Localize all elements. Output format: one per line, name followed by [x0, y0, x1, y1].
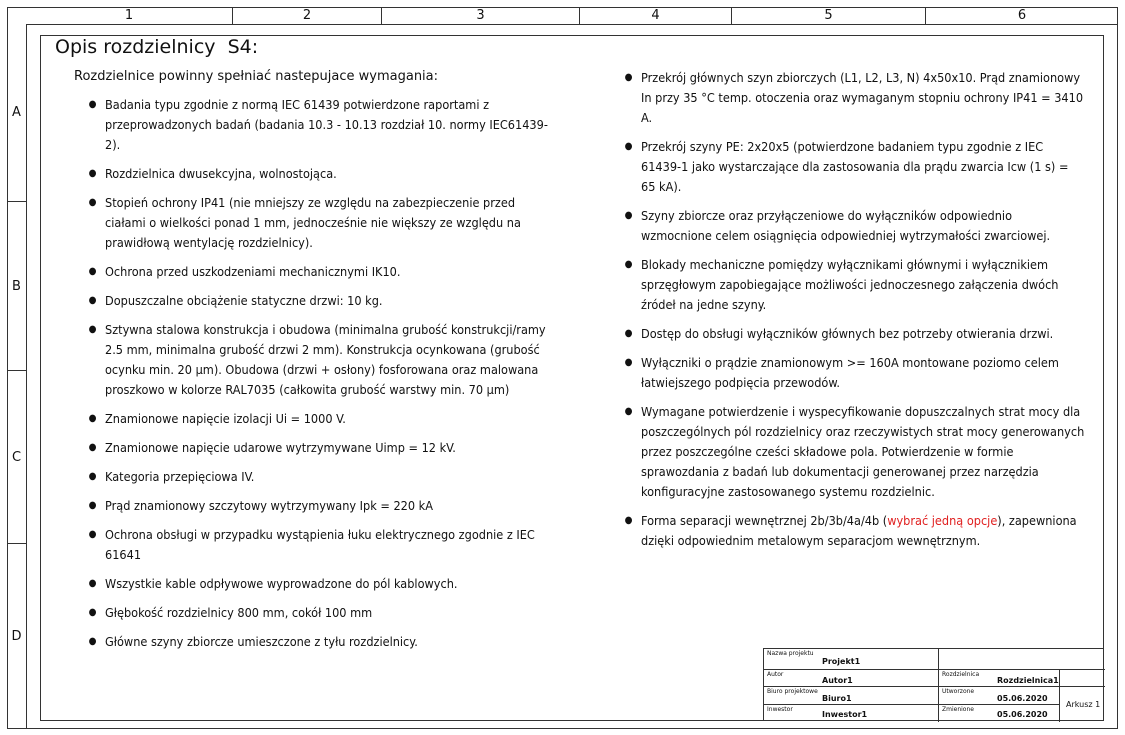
column-label: 2	[233, 8, 382, 24]
column-label: 3	[382, 8, 580, 24]
bullet-icon: ●	[624, 406, 633, 417]
bullet-icon: ●	[88, 324, 97, 335]
list-item: ● Wymagane potwierdzenie i wyspecyfikowanie dopuszczalnych strat mocy dla poszczególnych pól rozdzielnicy oraz rzeczywistych strat mocy generowanych przez poszczególne cześci składowe pola. Potwierdzenie w formie sprawozdania z badań lub dokumentacji generowanej przez narzędzia konfiguracyjne zastosowanego systemu rozdzielnic.	[616, 402, 1086, 502]
list-item: ● Wyłączniki o prądzie znamionowym >= 160A montowane poziomo celem łatwiejszego podpięcia przewodów.	[616, 353, 1086, 393]
column-label: 4	[580, 8, 732, 24]
bullet-icon: ●	[88, 442, 97, 453]
bullet-icon: ●	[624, 259, 633, 270]
bullet-icon: ●	[88, 266, 97, 277]
bullet-icon: ●	[88, 636, 97, 647]
list-item: ● Przekrój szyny PE: 2x20x5 (potwierdzone badaniem typu zgodnie z IEC 61439-1 jako wystarczające dla zastosowania dla prądu zwarcia Icw (1 s) = 65 kA).	[616, 137, 1086, 197]
empty-cell	[939, 649, 1105, 670]
bullet-icon: ●	[88, 500, 97, 511]
list-item-separation	[616, 511, 1086, 551]
bullet-icon: ●	[88, 168, 97, 179]
list-item: ● Wszystkie kable odpływowe wyprowadzone do pól kablowych.	[80, 574, 550, 594]
list-item: ● Znamionowe napięcie izolacji Ui = 1000 V.	[80, 409, 550, 429]
list-item: ● Główne szyny zbiorcze umieszczone z tyłu rozdzielnicy.	[80, 632, 550, 652]
separation-text-before: Forma separacji wewnętrznej 2b/3b/4a/4b (	[641, 513, 888, 528]
bullet-icon: ●	[624, 328, 633, 339]
list-item: ● Przekrój głównych szyn zbiorczych (L1, L2, L3, N) 4x50x10. Prąd znamionowy In przy 35 °C temp. otoczenia oraz wymaganym stopniu ochrony IP41 = 3410 A.	[616, 68, 1086, 128]
list-item: ● Znamionowe napięcie udarowe wytrzymywane Uimp = 12 kV.	[80, 438, 550, 458]
project-name-cell: Nazwa projektu Projekt1	[764, 649, 939, 670]
list-item: ● Sztywna stalowa konstrukcja i obudowa (minimalna grubość konstrukcji/ramy 2.5 mm, minimalna grubość drzwi 2 mm). Konstrukcja ocynkowana (grubość ocynku min. 20 µm). Obudowa (drzwi + osłony) fosforowana oraz malowana proszkowo w kolorze RAL7035 (całkowita grubość warstwy min. 70 µm)	[80, 320, 550, 400]
investor-cell: Inwestor Inwestor1	[764, 705, 939, 722]
right-requirements-list	[616, 68, 1086, 560]
list-item: ● Stopień ochrony IP41 (nie mniejszy ze względu na zabezpieczenie przed ciałami o wielkości ponad 1 mm, jednocześnie nie większy ze względu na prawidłową wentylację rozdzielnicy).	[80, 193, 550, 253]
list-item: ● Głębokość rozdzielnicy 800 mm, cokół 100 mm	[80, 603, 550, 623]
design-office-cell: Biuro projektowe Biuro1	[764, 687, 939, 705]
list-item: ● Ochrona obsługi w przypadku wystąpienia łuku elektrycznego zgodnie z IEC 61641	[80, 525, 550, 565]
choose-option-note: wybrać jedną opcje	[887, 513, 998, 528]
bullet-icon: ●	[624, 210, 633, 221]
column-label: 6	[1017, 8, 1027, 23]
empty-cell	[1060, 670, 1105, 687]
intro-text: Rozdzielnice powinny spełniać nastepujace wymagania:	[74, 69, 439, 84]
author-cell: Autor Autor1	[764, 670, 939, 687]
row-label: C	[7, 371, 26, 544]
created-date-cell: Utworzone 05.06.2020	[939, 687, 1060, 705]
list-item: ● Dopuszczalne obciążenie statyczne drzwi: 10 kg.	[80, 291, 550, 311]
bullet-icon: ●	[88, 607, 97, 618]
separation-text-after: ), zapewniona dzięki odpowiednim metalowym separacjom wewnętrznym.	[641, 513, 1077, 548]
page-title: Opis rozdzielnicy S4:	[55, 36, 259, 58]
bullet-icon: ●	[624, 515, 633, 526]
row-label: A	[7, 24, 26, 202]
bullet-icon: ●	[624, 72, 633, 83]
bullet-icon: ●	[88, 578, 97, 589]
bullet-icon: ●	[88, 529, 97, 540]
sheet-number-cell: Arkusz 1	[1066, 700, 1101, 709]
list-item: ● Badania typu zgodnie z normą IEC 61439 potwierdzone raportami z przeprowadzonych badań (badania 10.3 - 10.13 rozdział 10. normy IEC61439-2).	[80, 95, 550, 155]
list-item: ● Szyny zbiorcze oraz przyłączeniowe do wyłączników odpowiednio wzmocnione celem osiągnięcia odpowiedniej wytrzymałości zwarciowej.	[616, 206, 1086, 246]
title-block	[763, 648, 1104, 721]
modified-date-cell: Zmienione 05.06.2020	[939, 705, 1060, 722]
list-item: ● Kategoria przepięciowa IV.	[80, 467, 550, 487]
bullet-icon: ●	[88, 295, 97, 306]
list-item: ● Dostęp do obsługi wyłączników głównych bez potrzeby otwierania drzwi.	[616, 324, 1086, 344]
list-item: ● Ochrona przed uszkodzeniami mechanicznymi IK10.	[80, 262, 550, 282]
bullet-icon: ●	[88, 413, 97, 424]
row-label: B	[7, 202, 26, 371]
list-item: ● Rozdzielnica dwusekcyjna, wolnostojąca.	[80, 164, 550, 184]
column-label: 1	[26, 8, 233, 24]
bullet-icon: ●	[88, 197, 97, 208]
row-label: D	[11, 629, 22, 644]
switchboard-cell: Rozdzielnica Rozdzielnica1	[939, 670, 1060, 687]
bullet-icon: ●	[88, 471, 97, 482]
left-requirements-list	[80, 95, 550, 661]
bullet-icon: ●	[624, 141, 633, 152]
bullet-icon: ●	[624, 357, 633, 368]
list-item: ● Prąd znamionowy szczytowy wytrzymywany Ipk = 220 kA	[80, 496, 550, 516]
bullet-icon: ●	[88, 99, 97, 110]
list-item: ● Blokady mechaniczne pomiędzy wyłącznikami głównymi i wyłącznikiem sprzęgłowym zapobiegające możliwości jednoczesnego załączenia dwóch źródeł na jedne szyny.	[616, 255, 1086, 315]
column-label: 5	[732, 8, 926, 24]
